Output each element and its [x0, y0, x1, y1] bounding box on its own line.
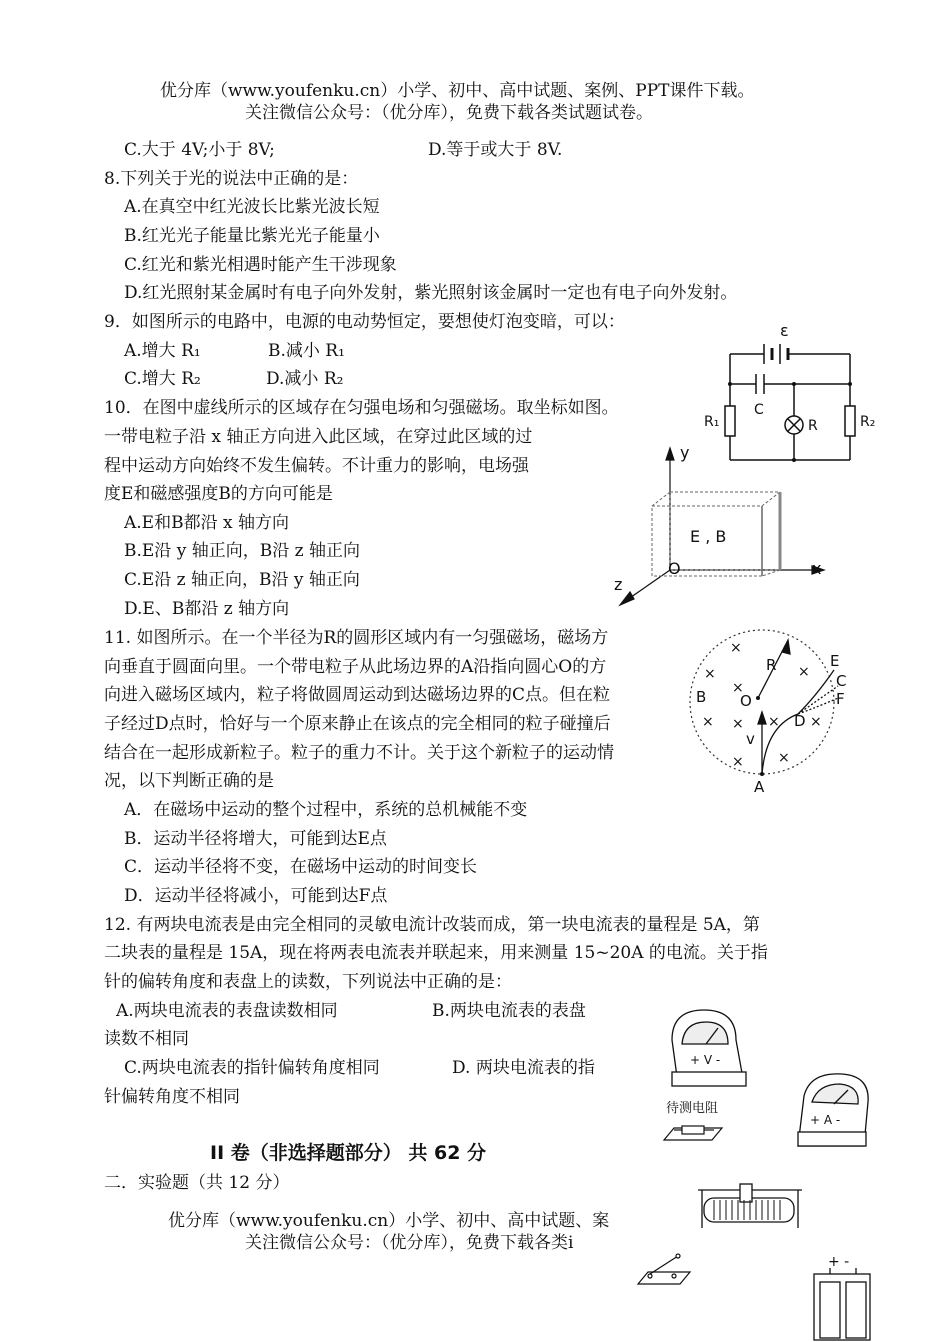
header-line-1: 优分库（www.youfenku.cn）小学、初中、高中试题、案例、PPT课件下载。	[160, 81, 755, 101]
y-axis-label: y	[680, 443, 690, 462]
field-x-mark: ×	[702, 714, 714, 730]
q8-option-b: B.红光光子能量比紫光光子能量小	[124, 226, 380, 246]
field-x-mark: ×	[778, 750, 790, 766]
q11-line-3: 向进入磁场区域内，粒子将做圆周运动到达磁场边界的C点。但在粒	[104, 685, 611, 705]
field-x-mark: ×	[730, 640, 742, 656]
z-axis-label: z	[614, 575, 623, 594]
q10-line-3: 程中运动方向始终不发生偏转。不计重力的影响，电场强	[104, 456, 529, 476]
emf-label: ε	[780, 321, 789, 340]
q10-option-b: B.E沿 y 轴正向，B沿 z 轴正向	[124, 541, 360, 561]
q12-option-a: A.两块电流表的表盘读数相同	[116, 1001, 338, 1021]
field-x-mark: ×	[732, 754, 744, 770]
q10-line-4: 度E和磁感强度B的方向可能是	[104, 484, 333, 504]
q10-coordinate-diagram	[600, 440, 840, 610]
field-x-mark: ×	[798, 664, 810, 680]
q12-option-b-cont: 读数不相同	[104, 1029, 189, 1049]
part2-section-heading: 二．实验题（共 12 分）	[104, 1173, 290, 1193]
q11-line-4: 子经过D点时，恰好与一个原来静止在该点的完全相同的粒子碰撞后	[104, 714, 611, 734]
battery-label: + -	[828, 1254, 850, 1270]
q12-option-d: D. 两块电流表的指	[452, 1058, 595, 1078]
q11-line-6: 况，以下判断正确的是	[104, 771, 274, 791]
footer-line-1: 优分库（www.youfenku.cn）小学、初中、高中试题、案	[168, 1211, 610, 1231]
velocity-label: v	[746, 730, 755, 748]
voltmeter-label: + V -	[690, 1053, 721, 1067]
q12-option-d-cont: 针偏转角度不相同	[104, 1087, 240, 1107]
q8-option-d: D.红光照射某金属时有电子向外发射，紫光照射该金属时一定也有电子向外发射。	[124, 283, 738, 303]
field-x-mark: ×	[732, 716, 744, 732]
q12-line-3: 针的偏转角度和表盘上的读数，下列说法中正确的是：	[104, 972, 512, 992]
q11-option-d: D．运动半径将减小，可能到达F点	[124, 886, 388, 906]
switch-illustration	[634, 1248, 694, 1288]
resistor-illustration	[660, 1100, 730, 1150]
q10-option-a: A.E和B都沿 x 轴方向	[124, 513, 289, 533]
ammeter-illustration	[790, 1066, 880, 1150]
header-line-2: 关注微信公众号：（优分库），免费下载各类试题试卷。	[245, 103, 653, 123]
q12-option-c: C.两块电流表的指针偏转角度相同	[124, 1058, 380, 1078]
voltmeter-illustration	[664, 1000, 754, 1090]
point-f-label: F	[836, 690, 845, 708]
field-x-mark: ×	[810, 714, 822, 730]
q12-line-2: 二块表的量程是 15A，现在将两表电流表并联起来，用来测量 15~20A 的电流。关于指	[104, 943, 768, 963]
radius-label: R	[766, 656, 777, 674]
point-a-label: A	[754, 778, 765, 796]
q9-option-d: D.减小 R₂	[266, 369, 344, 389]
q9-option-a: A.增大 R₁	[124, 341, 201, 361]
q11-option-c: C．运动半径将不变，在磁场中运动的时间变长	[124, 857, 478, 877]
q11-line-5: 结合在一起形成新粒子。粒子的重力不计。关于这个新粒子的运动情	[104, 743, 614, 763]
q10-option-c: C.E沿 z 轴正向，B沿 y 轴正向	[124, 570, 360, 590]
x-axis-label: x	[812, 559, 822, 578]
q8-option-a: A.在真空中红光波长比紫光波长短	[124, 197, 380, 217]
battery-illustration	[808, 1252, 878, 1342]
q11-line-2: 向垂直于圆面向里。一个带电粒子从此场边界的A沿指向圆心O的方	[104, 657, 607, 677]
origin-label: O	[668, 559, 681, 578]
rheostat-illustration	[694, 1178, 814, 1238]
field-x-mark: ×	[704, 666, 716, 682]
point-e-label: E	[830, 652, 840, 670]
q11-line-1: 11. 如图所示。在一个半径为R的圆形区域内有一匀强磁场，磁场方	[104, 628, 609, 648]
q8-stem: 8.下列关于光的说法中正确的是：	[104, 169, 359, 189]
q11-magnetic-field-diagram	[686, 626, 856, 796]
field-x-mark: ×	[732, 680, 744, 696]
q9-stem: 9．如图所示的电路中，电源的电动势恒定，要想使灯泡变暗，可以：	[104, 312, 625, 332]
q9-option-b: B.减小 R₁	[268, 341, 345, 361]
r2-label: R₂	[860, 414, 876, 430]
q7-option-c: C.大于 4V;小于 8V;	[124, 140, 275, 160]
eb-region-label: E , B	[690, 527, 727, 546]
r1-label: R₁	[704, 414, 720, 430]
q7-option-d: D.等于或大于 8V.	[428, 140, 563, 160]
point-d-label: D	[794, 712, 806, 730]
q8-option-c: C.红光和紫光相遇时能产生干涉现象	[124, 255, 397, 275]
point-c-label: C	[836, 672, 847, 690]
q9-option-c: C.增大 R₂	[124, 369, 201, 389]
q10-option-d: D.E、B都沿 z 轴方向	[124, 599, 290, 619]
lamp-label: R	[808, 418, 818, 434]
resistor-label: 待测电阻	[666, 1101, 719, 1116]
q12-option-b: B.两块电流表的表盘	[432, 1001, 586, 1021]
field-x-mark: ×	[768, 714, 780, 730]
footer-line-2: 关注微信公众号：（优分库），免费下载各类i	[245, 1233, 574, 1253]
center-o-label: O	[740, 692, 752, 710]
q12-line-1: 12. 有两块电流表是由完全相同的灵敏电流计改装而成，第一块电流表的量程是 5A，第	[104, 915, 760, 935]
capacitor-label: C	[754, 402, 764, 418]
point-b-label: B	[696, 688, 707, 706]
q11-option-b: B．运动半径将增大，可能到达E点	[124, 829, 387, 849]
q10-line-2: 一带电粒子沿 x 轴正方向进入此区域，在穿过此区域的过	[104, 427, 533, 447]
q10-line-1: 10．在图中虚线所示的区域存在匀强电场和匀强磁场。取坐标如图。	[104, 398, 619, 418]
ammeter-label: + A -	[810, 1113, 841, 1127]
q11-option-a: A．在磁场中运动的整个过程中，系统的总机械能不变	[124, 800, 528, 820]
part2-title: II 卷（非选择题部分） 共 62 分	[210, 1142, 487, 1164]
